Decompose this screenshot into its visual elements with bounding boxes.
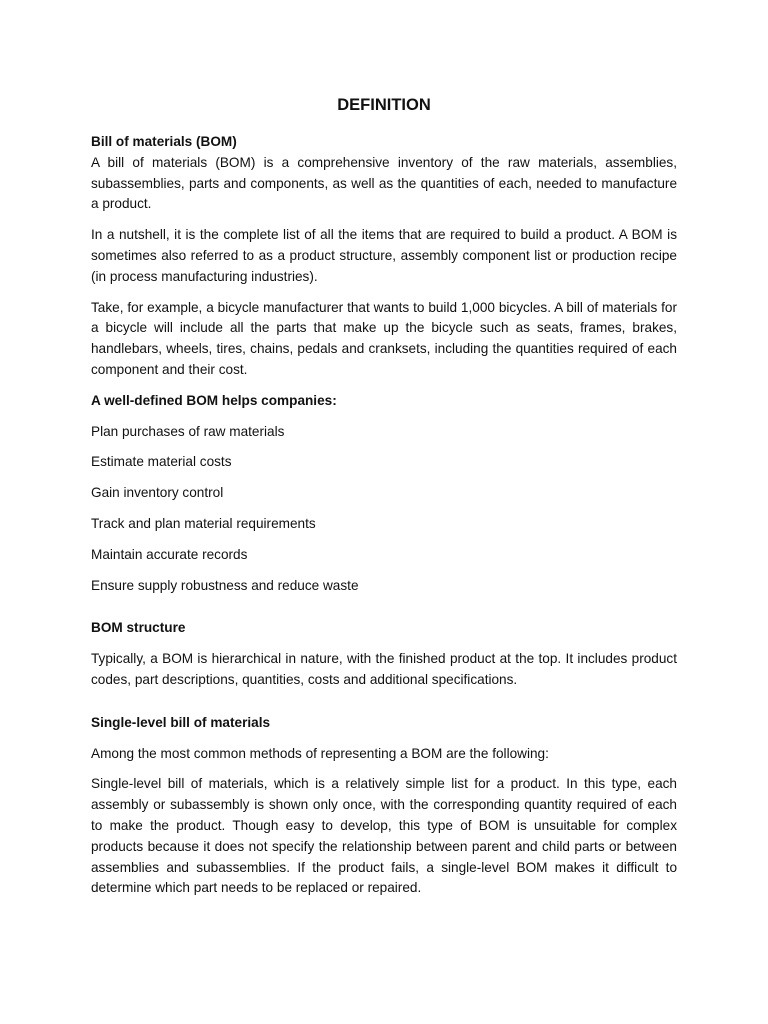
paragraph-bom-bicycle-example: Take, for example, a bicycle manufacturer that wants to build 1,000 bicycles. A bill of materials for a bicycle will include all the parts that make up the bicycle such as seats, frames, brakes, handlebars, wheels, tires, chains, pedals and cranksets, including the quantities required of each component and their cost. [91, 299, 677, 377]
paragraph-common-methods: Among the most common methods of representing a BOM are the following: [91, 745, 549, 761]
list-item: Estimate material costs [91, 454, 232, 470]
page-title: DEFINITION [337, 96, 431, 114]
paragraph-bom-definition: A bill of materials (BOM) is a comprehensive inventory of the raw materials, assemblies, subassemblies, parts and components, as well as the quantities of each, needed to manufacture a product. [91, 154, 677, 212]
section-heading-single-level: Single-level bill of materials [91, 714, 271, 730]
paragraph-bom-nutshell: In a nutshell, it is the complete list of all the items that are required to build a product. A BOM is sometimes also referred to as a product structure, assembly component list or production recipe (in process manufacturing industries). [91, 227, 677, 284]
section-heading-benefits: A well-defined BOM helps companies: [91, 392, 337, 408]
paragraph-single-level-bom: Single-level bill of materials, which is a relatively simple list for a product. In this type, each assembly or subassembly is shown only once, with the corresponding quantity required of each to make the product. Though easy to develop, this type of BOM is unsuitable for complex products because it does not specify the relationship between parent and child parts or between assemblies and subassemblies. If the product fails, a single-level BOM makes it difficult to determine which part needs to be replaced or repaired. [91, 776, 677, 896]
benefits-list [91, 422, 677, 597]
section-heading-bom-structure: BOM structure [91, 620, 186, 636]
document-page [91, 94, 677, 899]
section-heading-bom: Bill of materials (BOM) [91, 134, 237, 149]
paragraph-bom-structure: Typically, a BOM is hierarchical in nature, with the finished product at the top. It includes product codes, part descriptions, quantities, costs and additional specifications. [91, 651, 677, 687]
list-item: Maintain accurate records [91, 546, 248, 562]
list-item: Plan purchases of raw materials [91, 423, 285, 439]
list-item: Ensure supply robustness and reduce waste [91, 577, 359, 593]
list-item: Gain inventory control [91, 485, 224, 501]
list-item: Track and plan material requirements [91, 515, 316, 531]
